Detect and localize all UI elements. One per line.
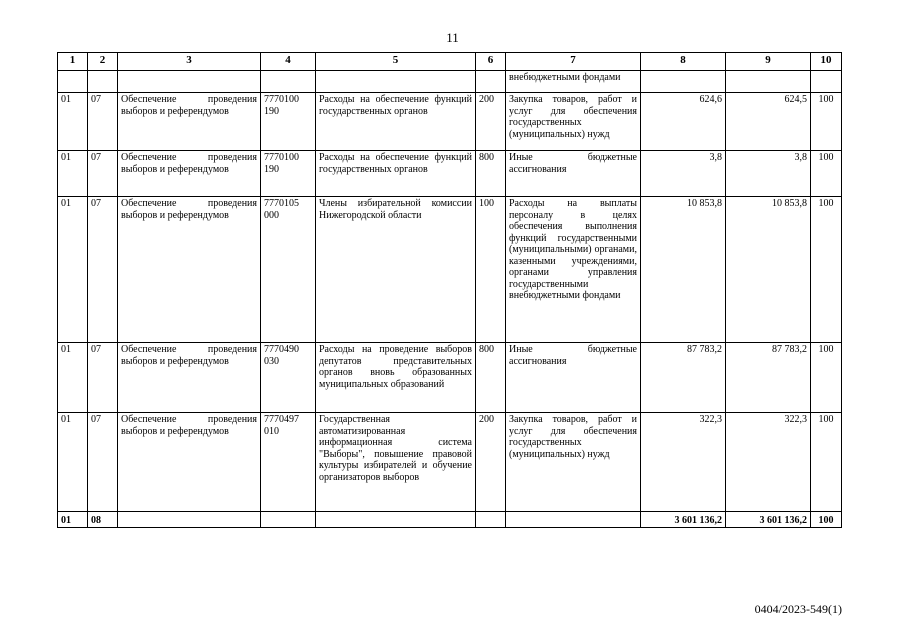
subsection-code: 08	[88, 512, 118, 528]
table-row	[58, 413, 842, 512]
item-name: Обеспечение проведения выборов и референдумов	[118, 343, 261, 413]
subsection-code: 07	[88, 93, 118, 151]
column-header: 6	[476, 53, 506, 71]
expense-type-name: Иные бюджетные ассигнования	[506, 343, 641, 413]
expense-type-name: Закупка товаров, работ и услуг для обеспечения государственных (муниципальных) нужд	[506, 413, 641, 512]
item-name: Обеспечение проведения выборов и референдумов	[118, 413, 261, 512]
amount-actual: 10 853,8	[726, 197, 811, 343]
expense-type-code: 800	[476, 343, 506, 413]
percent-complete: 100	[811, 93, 842, 151]
subsection-code: 07	[88, 343, 118, 413]
expense-type-name: Иные бюджетные ассигнования	[506, 151, 641, 197]
table-row	[58, 93, 842, 151]
column-header: 4	[261, 53, 316, 71]
section-code: 01	[58, 93, 88, 151]
total-percent: 100	[811, 512, 842, 528]
column-header: 8	[641, 53, 726, 71]
article-name: Члены избирательной комиссии Нижегородской области	[316, 197, 476, 343]
header-row	[58, 53, 842, 71]
total-amount-actual: 3 601 136,2	[726, 512, 811, 528]
column-header: 10	[811, 53, 842, 71]
subsection-code: 07	[88, 197, 118, 343]
column-header: 5	[316, 53, 476, 71]
expense-type-code: 100	[476, 197, 506, 343]
subsection-code: 07	[88, 151, 118, 197]
expense-type-name: Расходы на выплаты персоналу в целях обеспечения выполнения функций государственными (муниципальными) органами, казенными учреждениями, органами управления государственными внебюджетными фондами	[506, 197, 641, 343]
expense-type-code: 800	[476, 151, 506, 197]
document-reference: 0404/2023-549(1)	[754, 602, 842, 616]
total-amount-planned: 3 601 136,2	[641, 512, 726, 528]
target-article-code: 7770497 010	[261, 413, 316, 512]
amount-planned: 322,3	[641, 413, 726, 512]
percent-complete: 100	[811, 343, 842, 413]
item-name: Обеспечение проведения выборов и референдумов	[118, 151, 261, 197]
expense-type-name: Закупка товаров, работ и услуг для обеспечения государственных (муниципальных) нужд	[506, 93, 641, 151]
table-row	[58, 197, 842, 343]
section-code: 01	[58, 413, 88, 512]
page-number: 11	[446, 30, 459, 45]
percent-complete: 100	[811, 413, 842, 512]
amount-actual: 322,3	[726, 413, 811, 512]
continuation-row	[58, 71, 842, 93]
percent-complete: 100	[811, 151, 842, 197]
column-header: 1	[58, 53, 88, 71]
section-code: 01	[58, 151, 88, 197]
item-name: Обеспечение проведения выборов и референдумов	[118, 197, 261, 343]
column-header: 3	[118, 53, 261, 71]
budget-table	[57, 52, 842, 528]
item-name: Обеспечение проведения выборов и референдумов	[118, 93, 261, 151]
target-article-code: 7770100 190	[261, 93, 316, 151]
expense-type-cell: внебюджетными фондами	[506, 71, 641, 93]
amount-planned: 624,6	[641, 93, 726, 151]
amount-planned: 3,8	[641, 151, 726, 197]
table-row	[58, 151, 842, 197]
article-name: Расходы на проведение выборов депутатов представительных органов вновь образованных муниципальных образований	[316, 343, 476, 413]
column-header: 9	[726, 53, 811, 71]
section-code: 01	[58, 343, 88, 413]
amount-planned: 10 853,8	[641, 197, 726, 343]
expense-type-code: 200	[476, 93, 506, 151]
amount-actual: 624,5	[726, 93, 811, 151]
article-name: Государственная автоматизированная информационная система "Выборы", повышение правовой культуры избирателей и обучение организаторов выборов	[316, 413, 476, 512]
column-header: 2	[88, 53, 118, 71]
percent-complete: 100	[811, 197, 842, 343]
target-article-code: 7770100 190	[261, 151, 316, 197]
article-name: Расходы на обеспечение функций государственных органов	[316, 151, 476, 197]
total-row	[58, 512, 842, 528]
section-code: 01	[58, 197, 88, 343]
target-article-code: 7770105 000	[261, 197, 316, 343]
amount-actual: 87 783,2	[726, 343, 811, 413]
amount-planned: 87 783,2	[641, 343, 726, 413]
column-header: 7	[506, 53, 641, 71]
article-name: Расходы на обеспечение функций государственных органов	[316, 93, 476, 151]
expense-type-code: 200	[476, 413, 506, 512]
target-article-code: 7770490 030	[261, 343, 316, 413]
amount-actual: 3,8	[726, 151, 811, 197]
section-code: 01	[58, 512, 88, 528]
table-row	[58, 343, 842, 413]
subsection-code: 07	[88, 413, 118, 512]
